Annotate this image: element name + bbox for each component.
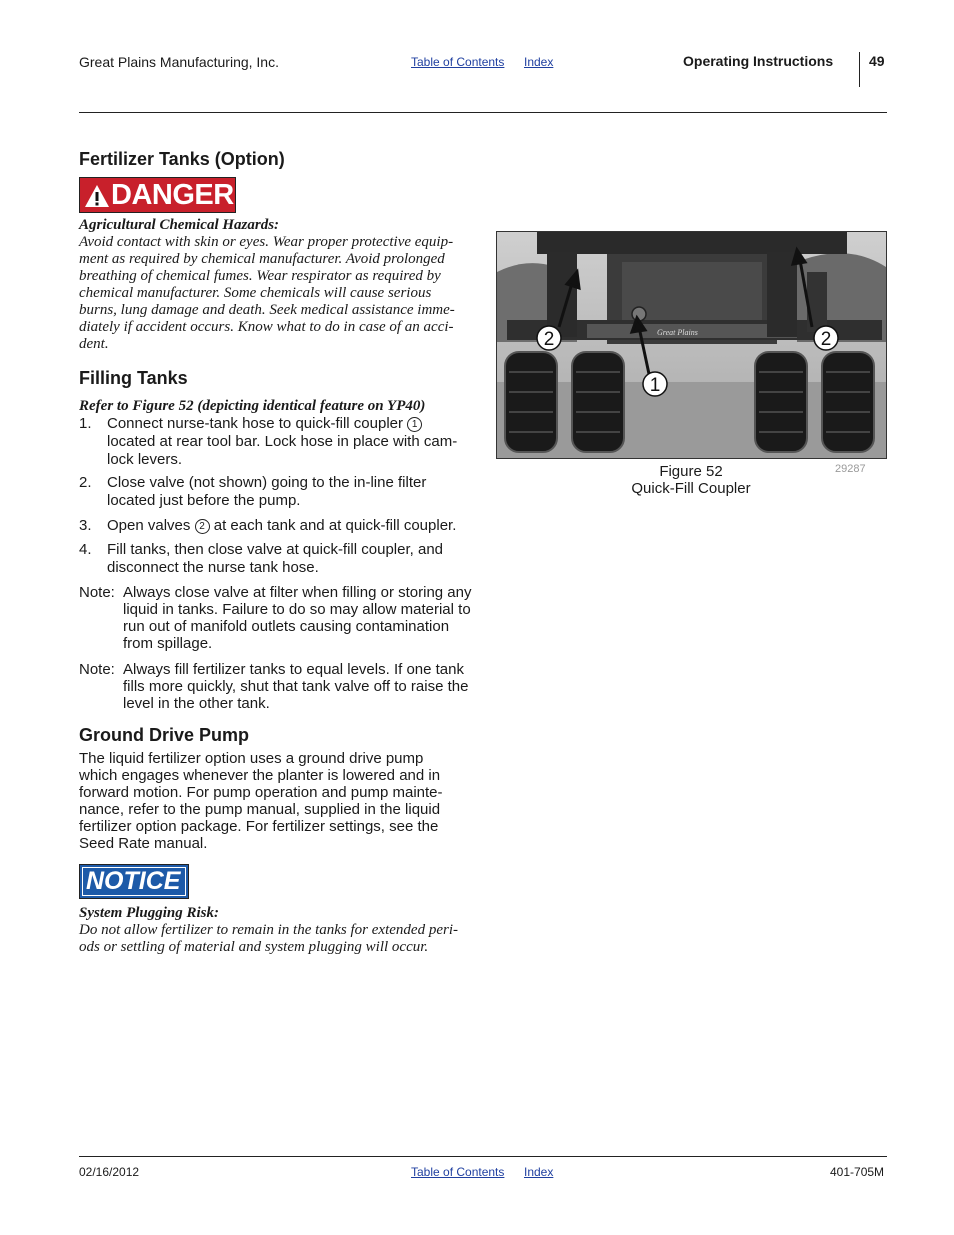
figure-photo <box>496 231 887 459</box>
warning-triangle-icon <box>84 184 110 208</box>
danger-sign <box>79 177 236 213</box>
callout-2-left <box>537 326 561 350</box>
danger-label: DANGER <box>111 179 234 211</box>
footer-doc-number: 401-705M <box>830 1165 885 1179</box>
ground-drive-paragraph <box>79 750 479 852</box>
figure-title: Quick-Fill Coupler <box>631 480 751 497</box>
step-number: 2. <box>79 474 92 491</box>
figure-image-id: 29287 <box>835 463 866 475</box>
notice-label: NOTICE <box>86 867 181 895</box>
note-text: Always close valve at filter when filling or storing any liquid in tanks. Failure to do so may allow material to run out of manifold outlets causing contamination from spillage. <box>123 584 472 652</box>
footer-toc-link[interactable]: Table of Contents <box>411 1165 505 1179</box>
note-text: Always fill fertilizer tanks to equal levels. If one tank fills more quickly, shut that tank valve off to raise the level in the other tank. <box>123 661 469 712</box>
step-number: 1. <box>79 415 92 432</box>
plugging-risk-text <box>79 922 479 956</box>
paragraph-line: nance, refer to the pump manual, supplied in the liquid <box>79 801 441 818</box>
paragraph-line: which engages whenever the planter is lowered and in <box>79 767 441 784</box>
list-item <box>79 415 474 469</box>
risk-line: ods or settling of material and system plugging will occur. <box>79 939 429 955</box>
paragraph-line: fertilizer option package. For fertilizer settings, see the <box>79 818 439 835</box>
filling-tanks-heading: Filling Tanks <box>79 368 188 388</box>
paragraph-line: The liquid fertilizer option uses a ground drive pump <box>79 750 424 767</box>
step-text: Open valves <box>107 517 191 534</box>
plugging-risk-title: System Plugging Risk: <box>79 905 220 921</box>
hazard-line: Avoid contact with skin or eyes. Wear proper protective equip- <box>79 234 454 250</box>
footer-rule <box>79 1156 887 1157</box>
fertilizer-tanks-heading: Fertilizer Tanks (Option) <box>79 149 285 169</box>
footer-date: 02/16/2012 <box>79 1165 140 1179</box>
hazard-line: breathing of chemical fumes. Wear respirator as required by <box>79 268 441 284</box>
footer-index-link[interactable]: Index <box>524 1165 554 1179</box>
list-item <box>79 474 474 510</box>
hazard-line: chemical manufacturer. Some chemicals will cause serious <box>79 285 432 301</box>
step-number: 3. <box>79 517 92 534</box>
step-text: Connect nurse-tank hose to quick-fill coupler <box>107 415 403 432</box>
header-rule <box>79 112 887 113</box>
note-label: Note: <box>79 661 115 678</box>
paragraph-line: Seed Rate manual. <box>79 835 208 852</box>
list-item <box>79 541 474 577</box>
header-toc-link[interactable]: Table of Contents <box>411 55 505 69</box>
hazard-title: Agricultural Chemical Hazards: <box>79 217 280 233</box>
header-company: Great Plains Manufacturing, Inc. <box>79 54 279 70</box>
hazard-line: diately if accident occurs. Know what to do in case of an acci- <box>79 319 454 335</box>
hazard-line: ment as required by chemical manufacturer. Avoid prolonged <box>79 251 445 267</box>
svg-text:1: 1 <box>649 375 661 396</box>
note-label: Note: <box>79 584 115 601</box>
note <box>79 584 474 652</box>
header-index-link[interactable]: Index <box>524 55 554 69</box>
figure-number: Figure 52 <box>659 463 723 480</box>
hazard-line: burns, lung damage and death. Seek medical assistance imme- <box>79 302 455 318</box>
paragraph-line: forward motion. For pump operation and pump mainte- <box>79 784 443 801</box>
header-divider-vertical <box>859 52 860 87</box>
callout-1 <box>643 372 667 396</box>
figure-reference: Refer to Figure 52 (depicting identical feature on YP40) <box>79 398 426 414</box>
step-text-cont: at each tank and at quick-fill coupler. <box>213 517 457 534</box>
note <box>79 661 474 712</box>
figure-caption <box>596 463 786 497</box>
callout-2-right <box>814 326 838 350</box>
step-text: Close valve (not shown) going to the in-line filter located just before the pump. <box>107 474 427 509</box>
step-number: 4. <box>79 541 92 558</box>
list-item <box>79 517 474 535</box>
svg-text:2: 2 <box>820 329 832 350</box>
page-number: 49 <box>869 53 885 69</box>
step-text: Fill tanks, then close valve at quick-fill coupler, and disconnect the nurse tank hose. <box>107 541 443 576</box>
logo-text: Great Plains <box>657 328 698 337</box>
step-text-cont: located at rear tool bar. Lock hose in place with cam-lock levers. <box>107 433 458 468</box>
header-section-title: Operating Instructions <box>683 53 834 69</box>
callout-circle: 1 <box>407 417 422 432</box>
ground-drive-heading: Ground Drive Pump <box>79 725 250 745</box>
planter-photo-illustration <box>497 232 886 458</box>
callout-circle: 2 <box>195 519 210 534</box>
hazard-line: dent. <box>79 336 109 352</box>
svg-text:2: 2 <box>543 329 555 350</box>
notice-sign <box>79 864 189 899</box>
hazard-text <box>79 234 479 353</box>
risk-line: Do not allow fertilizer to remain in the tanks for extended peri- <box>79 922 458 938</box>
